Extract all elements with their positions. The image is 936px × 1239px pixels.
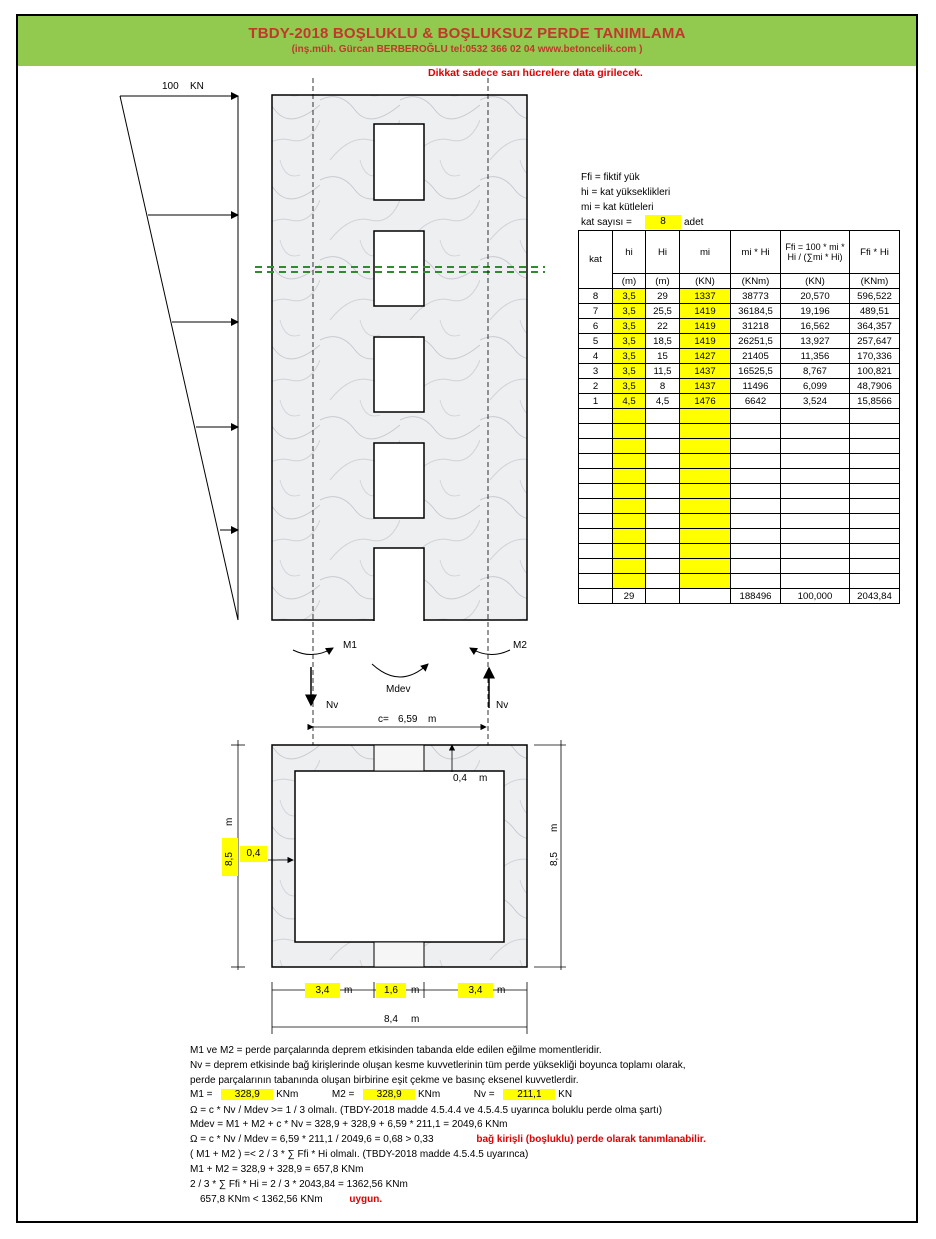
c-unit: m bbox=[428, 714, 437, 725]
table-cell: 25,5 bbox=[646, 304, 680, 319]
table-cell[interactable] bbox=[613, 469, 646, 484]
table-cell bbox=[579, 454, 613, 469]
table-cell bbox=[579, 514, 613, 529]
left-height-cell[interactable] bbox=[222, 838, 238, 876]
table-row-empty bbox=[579, 499, 900, 514]
table-cell[interactable] bbox=[613, 484, 646, 499]
table-cell: 6 bbox=[579, 319, 613, 334]
table-cell[interactable] bbox=[613, 409, 646, 424]
legend-mi: mi = kat kütleleri bbox=[581, 202, 654, 213]
table-row-empty bbox=[579, 529, 900, 544]
table-cell bbox=[850, 559, 900, 574]
table-row-empty bbox=[579, 424, 900, 439]
table-cell bbox=[646, 409, 680, 424]
table-cell bbox=[579, 469, 613, 484]
wall-elevation bbox=[255, 78, 545, 745]
top-thickness-unit: m bbox=[479, 773, 488, 784]
header-Hi: Hi bbox=[646, 231, 680, 274]
table-cell bbox=[850, 529, 900, 544]
table-cell: 3 bbox=[579, 364, 613, 379]
table-cell[interactable] bbox=[680, 484, 731, 499]
width-3[interactable]: 3,4 bbox=[458, 983, 493, 998]
moment-sum: M1 + M2 = 328,9 + 328,9 = 657,8 KNm bbox=[190, 1164, 364, 1175]
table-cell bbox=[579, 559, 613, 574]
table-cell bbox=[579, 424, 613, 439]
legend-hi: hi = kat yükseklikleri bbox=[581, 187, 671, 198]
mdev-calc: Mdev = M1 + M2 + c * Nv = 328,9 + 328,9 + 6,59 * 211,1 = 2049,6 KNm bbox=[190, 1119, 508, 1130]
right-height-unit: m bbox=[549, 823, 560, 832]
table-cell bbox=[646, 529, 680, 544]
nv-right-label: Nv bbox=[496, 700, 509, 711]
table-cell: 7 bbox=[579, 304, 613, 319]
table-cell bbox=[781, 439, 850, 454]
table-cell bbox=[850, 469, 900, 484]
table-cell: 19,196 bbox=[781, 304, 850, 319]
table-cell: 6642 bbox=[731, 394, 781, 409]
table-row bbox=[579, 304, 900, 319]
table-cell[interactable] bbox=[680, 409, 731, 424]
table-cell bbox=[850, 574, 900, 589]
table-cell bbox=[646, 544, 680, 559]
table-cell[interactable]: 3,5 bbox=[613, 364, 646, 379]
table-cell: 26251,5 bbox=[731, 334, 781, 349]
table-cell bbox=[731, 529, 781, 544]
note-nv-2: perde parçalarının tabanında oluşan birbirine eşit çekme ve basınç eksenel kuvvetlerdir. bbox=[190, 1075, 579, 1086]
table-cell[interactable]: 1337 bbox=[680, 289, 731, 304]
width-2[interactable]: 1,6 bbox=[376, 983, 406, 998]
table-cell bbox=[731, 454, 781, 469]
table-cell[interactable]: 1419 bbox=[680, 334, 731, 349]
table-cell bbox=[731, 409, 781, 424]
load-diagram bbox=[120, 96, 238, 620]
unit-hi: (m) bbox=[613, 274, 646, 289]
moment-input-row bbox=[190, 1089, 572, 1100]
table-cell[interactable] bbox=[613, 424, 646, 439]
table-cell[interactable]: 1437 bbox=[680, 364, 731, 379]
table-cell[interactable] bbox=[613, 454, 646, 469]
table-cell[interactable]: 1437 bbox=[680, 379, 731, 394]
header-mi-hi: mi * Hi bbox=[731, 231, 781, 274]
table-cell bbox=[781, 409, 850, 424]
table-row bbox=[579, 289, 900, 304]
table-cell bbox=[579, 529, 613, 544]
table-cell bbox=[579, 574, 613, 589]
table-cell bbox=[781, 544, 850, 559]
table-total-row bbox=[579, 589, 900, 604]
table-cell: 29 bbox=[613, 589, 646, 604]
table-cell: 15,8566 bbox=[850, 394, 900, 409]
header-mi: mi bbox=[680, 231, 731, 274]
table-row bbox=[579, 394, 900, 409]
table-cell: 489,51 bbox=[850, 304, 900, 319]
check-calc: 657,8 KNm < 1362,56 KNm bbox=[200, 1194, 323, 1205]
table-cell bbox=[781, 514, 850, 529]
table-cell bbox=[781, 559, 850, 574]
legend-ffi: Ffi = fiktif yük bbox=[581, 172, 640, 183]
table-cell: 5 bbox=[579, 334, 613, 349]
c-value: 6,59 bbox=[398, 714, 418, 725]
table-cell bbox=[850, 484, 900, 499]
table-cell bbox=[579, 484, 613, 499]
table-cell: 48,7906 bbox=[850, 379, 900, 394]
note-nv: Nv = deprem etkisinde bağ kirişlerinde oluşan kesme kuvvetlerinin tüm perde yüksekliği boyunca toplamı olarak, bbox=[190, 1060, 686, 1071]
table-cell bbox=[781, 574, 850, 589]
table-cell: 2043,84 bbox=[850, 589, 900, 604]
table-cell[interactable] bbox=[613, 574, 646, 589]
table-cell[interactable]: 3,5 bbox=[613, 289, 646, 304]
table-cell bbox=[850, 499, 900, 514]
table-cell bbox=[579, 409, 613, 424]
width-3-unit: m bbox=[497, 985, 506, 996]
m2-unit: KNm bbox=[417, 1089, 441, 1100]
nv-unit: KN bbox=[558, 1089, 573, 1100]
table-cell: 1 bbox=[579, 394, 613, 409]
table-cell[interactable] bbox=[680, 454, 731, 469]
table-cell bbox=[850, 544, 900, 559]
table-cell[interactable] bbox=[680, 439, 731, 454]
table-cell bbox=[646, 499, 680, 514]
table-cell bbox=[850, 409, 900, 424]
load-value: 100 bbox=[162, 81, 179, 92]
header-hi: hi bbox=[613, 231, 646, 274]
table-cell bbox=[850, 454, 900, 469]
table-cell: 2 bbox=[579, 379, 613, 394]
table-cell bbox=[646, 574, 680, 589]
table-cell[interactable] bbox=[680, 514, 731, 529]
table-cell[interactable]: 1419 bbox=[680, 319, 731, 334]
table-cell: 170,336 bbox=[850, 349, 900, 364]
table-cell[interactable] bbox=[613, 514, 646, 529]
table-cell bbox=[781, 424, 850, 439]
table-cell[interactable] bbox=[680, 574, 731, 589]
table-cell bbox=[731, 484, 781, 499]
table-cell: 31218 bbox=[731, 319, 781, 334]
unit-mi-hi: (KNm) bbox=[731, 274, 781, 289]
m2-eq-label: M2 = bbox=[331, 1089, 355, 1100]
omega-result: bağ kirişli (boşluklu) perde olarak tanımlanabilir. bbox=[476, 1134, 706, 1145]
author-line: (inş.müh. Gürcan BERBEROĞLU tel:0532 366 02 04 www.betoncelik.com ) bbox=[291, 44, 643, 55]
table-row bbox=[579, 379, 900, 394]
table-cell bbox=[781, 484, 850, 499]
table-cell bbox=[579, 499, 613, 514]
table-row-empty bbox=[579, 559, 900, 574]
table-cell: 364,357 bbox=[850, 319, 900, 334]
page-title: TBDY-2018 BOŞLUKLU & BOŞLUKSUZ PERDE TANIMLAMA bbox=[248, 25, 686, 42]
left-height-unit: m bbox=[224, 817, 235, 826]
check-result: uygun. bbox=[349, 1194, 383, 1205]
table-cell bbox=[781, 529, 850, 544]
table-cell bbox=[731, 424, 781, 439]
omega-condition: Ω = c * Nv / Mdev >= 1 / 3 olmalı. (TBDY-2018 madde 4.5.4.4 ve 4.5.4.5 uyarınca boluklu perde olma şartı) bbox=[190, 1105, 663, 1116]
width-2-unit: m bbox=[411, 985, 420, 996]
table-cell: 13,927 bbox=[781, 334, 850, 349]
table-cell bbox=[781, 499, 850, 514]
table-cell bbox=[850, 439, 900, 454]
table-cell bbox=[731, 544, 781, 559]
table-cell bbox=[731, 574, 781, 589]
table-cell: 22 bbox=[646, 319, 680, 334]
moment-condition: ( M1 + M2 ) =< 2 / 3 * ∑ Ffi * Hi olmalı. (TBDY-2018 madde 4.5.4.5 uyarınca) bbox=[190, 1149, 529, 1160]
c-label: c= bbox=[378, 714, 389, 725]
header-ffi-hi: Ffi * Hi bbox=[850, 231, 900, 274]
note-m1-m2: M1 ve M2 = perde parçalarında deprem etkisinden tabanda elde edilen eğilme momentleridir. bbox=[190, 1045, 602, 1056]
table-cell bbox=[731, 559, 781, 574]
table-cell: 21405 bbox=[731, 349, 781, 364]
table-cell[interactable]: 3,5 bbox=[613, 334, 646, 349]
warning-text: Dikkat sadece sarı hücrelere data girilecek. bbox=[428, 67, 643, 79]
table-cell bbox=[850, 514, 900, 529]
table-cell: 29 bbox=[646, 289, 680, 304]
table-cell: 36184,5 bbox=[731, 304, 781, 319]
table-row-empty bbox=[579, 544, 900, 559]
table-cell: 18,5 bbox=[646, 334, 680, 349]
table-cell: 100,000 bbox=[781, 589, 850, 604]
table-cell[interactable]: 1419 bbox=[680, 304, 731, 319]
table-cell bbox=[850, 424, 900, 439]
right-height-value: 8,5 bbox=[549, 852, 560, 866]
width-1[interactable]: 3,4 bbox=[305, 983, 340, 998]
table-cell[interactable] bbox=[680, 559, 731, 574]
check-row bbox=[200, 1194, 382, 1205]
story-count-unit: adet bbox=[684, 217, 704, 228]
table-cell: 20,570 bbox=[781, 289, 850, 304]
left-height-value: 8,5 bbox=[224, 852, 235, 866]
table-cell: 11,5 bbox=[646, 364, 680, 379]
table-cell: 3,524 bbox=[781, 394, 850, 409]
table-cell: 4,5 bbox=[646, 394, 680, 409]
table-row-empty bbox=[579, 484, 900, 499]
nv-input[interactable]: 211,1 bbox=[503, 1089, 555, 1100]
table-cell: 188496 bbox=[731, 589, 781, 604]
table-cell: 15 bbox=[646, 349, 680, 364]
nv-eq-label: Nv = bbox=[473, 1089, 495, 1100]
table-cell bbox=[731, 514, 781, 529]
table-cell bbox=[731, 439, 781, 454]
table-cell bbox=[579, 589, 613, 604]
unit-mi: (KN) bbox=[680, 274, 731, 289]
omega-calc-row bbox=[190, 1134, 706, 1145]
table-cell[interactable]: 3,5 bbox=[613, 319, 646, 334]
table-cell: 11,356 bbox=[781, 349, 850, 364]
unit-Hi: (m) bbox=[646, 274, 680, 289]
table-cell[interactable] bbox=[680, 424, 731, 439]
total-width-unit: m bbox=[411, 1014, 420, 1025]
table-cell bbox=[731, 499, 781, 514]
table-cell[interactable] bbox=[680, 544, 731, 559]
omega-calc: Ω = c * Nv / Mdev = 6,59 * 211,1 / 2049,6 = 0,68 > 0,33 bbox=[190, 1134, 434, 1145]
table-cell: 6,099 bbox=[781, 379, 850, 394]
table-cell[interactable]: 4,5 bbox=[613, 394, 646, 409]
table-cell: 100,821 bbox=[850, 364, 900, 379]
table-cell: 16,562 bbox=[781, 319, 850, 334]
m1-eq-label: M1 = bbox=[190, 1089, 213, 1100]
table-cell bbox=[646, 589, 680, 604]
table-row-empty bbox=[579, 514, 900, 529]
top-thickness: 0,4 bbox=[453, 773, 467, 784]
table-row-empty bbox=[579, 439, 900, 454]
table-cell: 8,767 bbox=[781, 364, 850, 379]
table-row bbox=[579, 349, 900, 364]
table-row-empty bbox=[579, 469, 900, 484]
m1-label: M1 bbox=[343, 640, 357, 651]
table-cell bbox=[781, 469, 850, 484]
table-cell: 16525,5 bbox=[731, 364, 781, 379]
table-cell[interactable] bbox=[680, 469, 731, 484]
floor-load-table bbox=[578, 230, 900, 604]
table-cell[interactable]: 1476 bbox=[680, 394, 731, 409]
table-row bbox=[579, 364, 900, 379]
table-cell bbox=[731, 469, 781, 484]
table-cell: 257,647 bbox=[850, 334, 900, 349]
m1-input[interactable]: 328,9 bbox=[221, 1089, 273, 1100]
table-cell[interactable] bbox=[680, 499, 731, 514]
story-count-label: kat sayısı = bbox=[581, 217, 632, 228]
table-cell bbox=[579, 439, 613, 454]
table-cell bbox=[646, 454, 680, 469]
m1-unit: KNm bbox=[276, 1089, 299, 1100]
table-cell: 8 bbox=[579, 289, 613, 304]
table-row-empty bbox=[579, 574, 900, 589]
mdev-label: Mdev bbox=[386, 684, 411, 695]
left-thickness[interactable]: 0,4 bbox=[240, 846, 267, 862]
m2-input[interactable]: 328,9 bbox=[363, 1089, 415, 1100]
unit-ffi-hi: (KNm) bbox=[850, 274, 900, 289]
table-cell bbox=[646, 424, 680, 439]
table-row-empty bbox=[579, 409, 900, 424]
table-cell bbox=[579, 544, 613, 559]
m2-label: M2 bbox=[513, 640, 527, 651]
total-width: 8,4 bbox=[384, 1014, 398, 1025]
table-cell[interactable]: 3,5 bbox=[613, 349, 646, 364]
table-cell bbox=[781, 454, 850, 469]
load-unit: KN bbox=[190, 81, 204, 92]
table-cell[interactable] bbox=[613, 499, 646, 514]
header-ffi: Ffi = 100 * mi * Hi / (∑mi * Hi) bbox=[781, 231, 850, 274]
table-cell bbox=[646, 559, 680, 574]
table-cell bbox=[680, 589, 731, 604]
table-cell: 38773 bbox=[731, 289, 781, 304]
table-row bbox=[579, 334, 900, 349]
table-cell bbox=[646, 469, 680, 484]
table-cell: 596,522 bbox=[850, 289, 900, 304]
limit-calc: 2 / 3 * ∑ Ffi * Hi = 2 / 3 * 2043,84 = 1362,56 KNm bbox=[190, 1179, 408, 1190]
nv-left-label: Nv bbox=[326, 700, 339, 711]
width-1-unit: m bbox=[344, 985, 353, 996]
story-count-input[interactable]: 8 bbox=[645, 215, 681, 229]
table-cell[interactable] bbox=[613, 544, 646, 559]
table-cell[interactable] bbox=[680, 529, 731, 544]
table-row-empty bbox=[579, 454, 900, 469]
table-cell: 11496 bbox=[731, 379, 781, 394]
table-cell bbox=[646, 484, 680, 499]
table-row bbox=[579, 319, 900, 334]
header-kat: kat bbox=[579, 231, 613, 289]
table-cell bbox=[646, 439, 680, 454]
unit-ffi: (KN) bbox=[781, 274, 850, 289]
table-cell[interactable]: 3,5 bbox=[613, 379, 646, 394]
table-cell[interactable]: 3,5 bbox=[613, 304, 646, 319]
table-cell: 4 bbox=[579, 349, 613, 364]
table-cell: 8 bbox=[646, 379, 680, 394]
table-cell[interactable] bbox=[613, 439, 646, 454]
table-cell bbox=[646, 514, 680, 529]
table-cell[interactable] bbox=[613, 559, 646, 574]
table-cell[interactable] bbox=[613, 529, 646, 544]
table-cell[interactable]: 1427 bbox=[680, 349, 731, 364]
